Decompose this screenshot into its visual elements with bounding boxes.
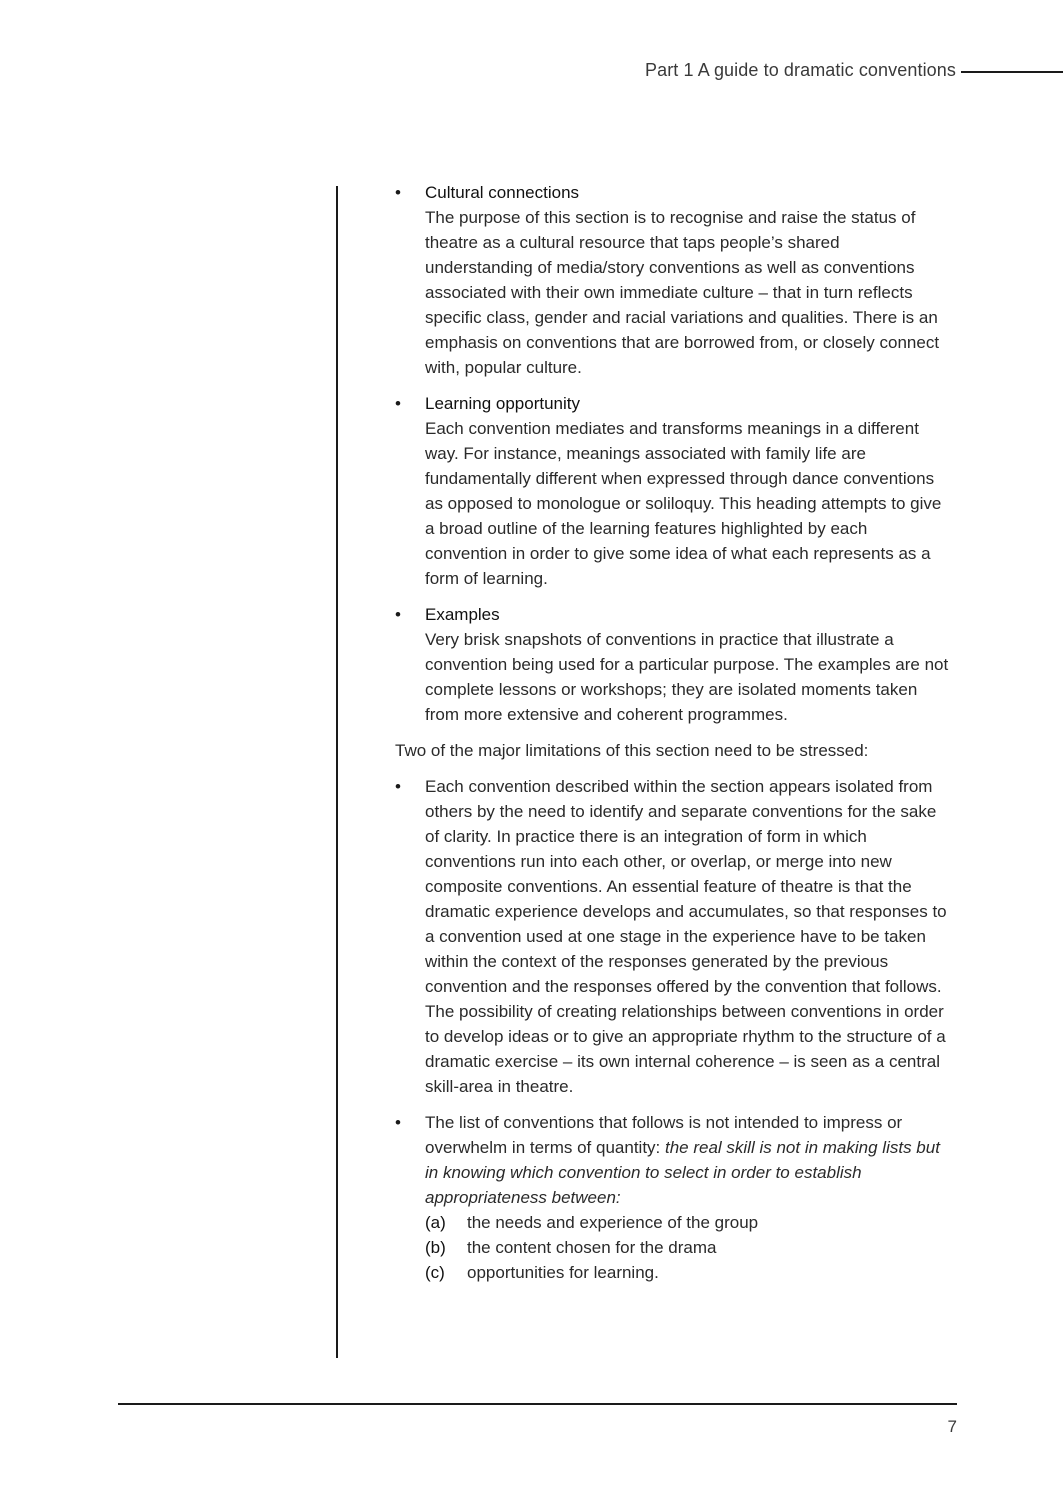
section-body: Each convention mediates and transforms meanings in a different way. For instance, meanings associated with family life are fundamentally different when expressed through dance conventions as opposed to monologue or soliloquy. This heading attempts to give a broad outline of the learning features highlighted by each convention in order to give some idea of what each represents as a form of learning. xyxy=(425,419,942,588)
list-item-limitation-isolation xyxy=(395,774,950,1099)
appropriateness-list xyxy=(425,1210,950,1285)
running-head xyxy=(645,60,1063,81)
running-head-title: Part 1 A guide to dramatic conventions xyxy=(645,60,956,80)
list-item-cultural-connections xyxy=(395,180,950,380)
sublist-text: the needs and experience of the group xyxy=(467,1213,759,1232)
limitation-body: Each convention described within the section appears isolated from others by the need to identify and separate conventions for the sake of clarity. In practice there is an integration of form in which conventions run into each other, or overlap, or merge into new composite conventions. An essential feature of theatre is that the dramatic experience develops and accumulates, so that responses to a convention used at one stage in the experience have to be taken within the context of the responses generated by the previous convention and the responses offered by the convention that follows. The possibility of creating relationships between conventions in order to develop ideas or to give an appropriate rhythm to the structure of a dramatic exercise – its own internal coherence – is seen as a central skill-area in theatre. xyxy=(425,777,947,1096)
list-item-examples xyxy=(395,602,950,727)
list-item-learning-opportunity xyxy=(395,391,950,591)
bullet-icon: • xyxy=(395,605,401,624)
sublist-marker: (a) xyxy=(425,1213,446,1232)
limitation-plain-text: The list of conventions that follows is not intended to impress or overwhelm in terms of quantity: xyxy=(425,1113,903,1157)
bullet-icon: • xyxy=(395,183,401,202)
limitation-body xyxy=(425,1110,950,1210)
sublist-text: the content chosen for the drama xyxy=(467,1238,717,1257)
main-content xyxy=(395,180,950,1296)
limitation-italic-text: the real skill is not in making lists but in knowing which convention to select in order to establish appropriateness between: xyxy=(425,1138,940,1207)
margin-rule xyxy=(336,186,338,1358)
bullet-icon: • xyxy=(395,777,401,796)
sublist-marker: (b) xyxy=(425,1238,446,1257)
bullet-icon: • xyxy=(395,1113,401,1132)
section-heading: Learning opportunity xyxy=(425,394,581,413)
running-head-rule xyxy=(961,71,1063,73)
section-body: The purpose of this section is to recognise and raise the status of theatre as a cultural resource that taps people’s shared understanding of media/story conventions as well as conventions associated with their own immediate culture – that in turn reflects specific class, gender and racial variations and qualities. There is an emphasis on conventions that are borrowed from, or closely connect with, popular culture. xyxy=(425,208,940,377)
section-heading: Examples xyxy=(425,605,500,624)
page-number: 7 xyxy=(947,1417,957,1436)
bullet-icon: • xyxy=(395,394,401,413)
sublist-item xyxy=(425,1210,950,1235)
sublist-text: opportunities for learning. xyxy=(467,1263,659,1282)
sublist-marker: (c) xyxy=(425,1263,445,1282)
section-body: Very brisk snapshots of conventions in practice that illustrate a convention being used for a particular purpose. The examples are not complete lessons or workshops; they are isolated moments taken from more extensive and coherent programmes. xyxy=(425,630,949,724)
sublist-item xyxy=(425,1260,950,1285)
sublist-item xyxy=(425,1235,950,1260)
section-heading: Cultural connections xyxy=(425,183,580,202)
footer-rule xyxy=(118,1403,957,1405)
list-item-limitation-quantity xyxy=(395,1110,950,1285)
limitations-intro: Two of the major limitations of this section need to be stressed: xyxy=(395,741,869,760)
